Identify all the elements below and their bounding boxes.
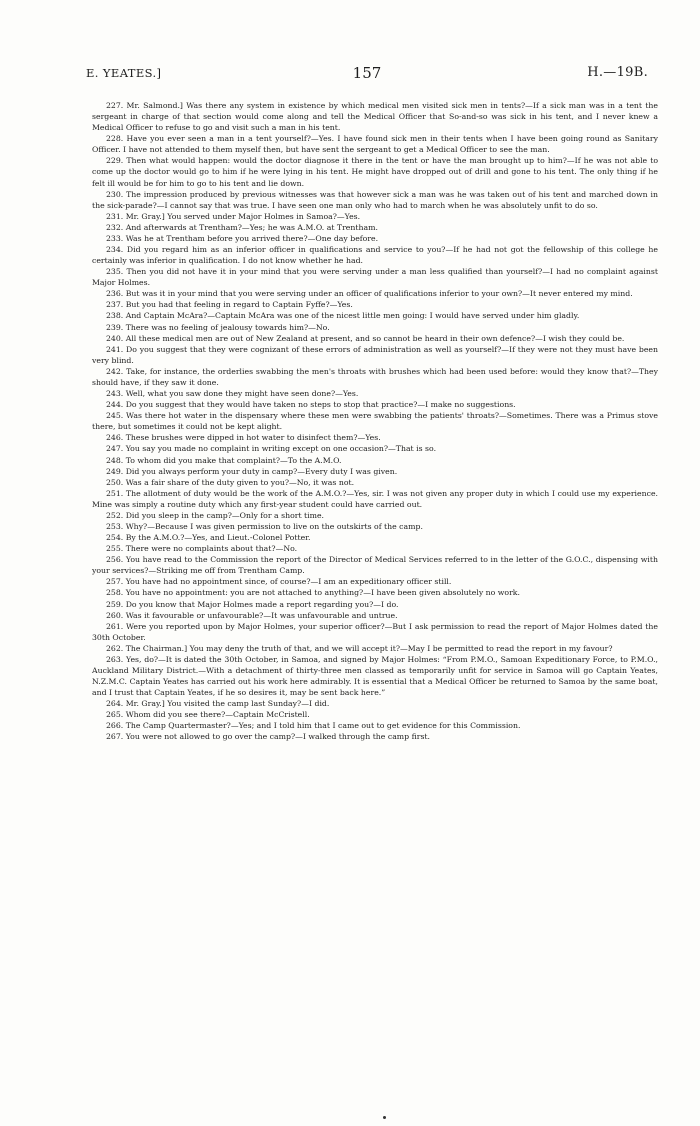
- question-paragraph: 249. Did you always perform your duty in camp?—Every duty I was given.: [106, 466, 398, 476]
- question-paragraph: 237. But you had that feeling in regard to Captain Fyffe?—Yes.: [106, 300, 353, 310]
- question-paragraph: 238. And Captain McAra?—Captain McAra was one of the nicest little men going: I would have served under him gladly.: [106, 311, 580, 321]
- question-paragraph: 231. Mr. Gray.] You served under Major Holmes in Samoa?—Yes.: [106, 211, 361, 221]
- question-paragraph: 232. And afterwards at Trentham?—Yes; he was A.M.O. at Trentham.: [106, 222, 378, 232]
- page-mark: [383, 1116, 386, 1119]
- question-paragraph: 239. There was no feeling of jealousy towards him?—No.: [106, 322, 330, 332]
- question-paragraph: 253. Why?—Because I was given permission to live on the outskirts of the camp.: [106, 521, 423, 531]
- question-paragraph: 256. You have read to the Commission the report of the Director of Medical Services referred to in the letter of the G.O.C., dispensing with your services?—Striking me off from Trentham Camp.: [92, 555, 658, 576]
- question-paragraph: 245. Was there hot water in the dispensary where these men were swabbing the patients' throats?—Sometimes. There was a Primus stove there, but sometimes it could not be kept alight.: [92, 411, 658, 432]
- evidence-text: [92, 100, 658, 743]
- question-paragraph: 247. You say you made no complaint in writing except on one occasion?—That is so.: [106, 444, 437, 454]
- question-paragraph: 241. Do you suggest that they were cognizant of these errors of administration as well as yourself?—If they were not they must have been very blind.: [92, 344, 658, 365]
- witness-running-head: E. YEATES.]: [86, 66, 162, 80]
- question-paragraph: 230. The impression produced by previous witnesses was that however sick a man was he was taken out of his tent and marched down in the sick-parade?—I cannot say that was true. I have seen one man only who had to march when he was absolutely unfit to do so.: [92, 189, 658, 210]
- question-paragraph: 264. Mr. Gray.] You visited the camp last Sunday?—I did.: [106, 699, 330, 709]
- question-paragraph: 259. Do you know that Major Holmes made a report regarding you?—I do.: [106, 599, 399, 609]
- question-paragraph: 262. The Chairman.] You may deny the truth of that, and we will accept it?—May I be permitted to read the report in my favour?: [106, 643, 613, 653]
- question-paragraph: 261. Were you reported upon by Major Holmes, your superior officer?—But I ask permission to read the report of Major Holmes dated the 30th October.: [92, 621, 658, 642]
- question-paragraph: 248. To whom did you make that complaint?—To the A.M.O.: [106, 455, 342, 465]
- question-paragraph: 233. Was he at Trentham before you arrived there?—One day before.: [106, 233, 379, 243]
- question-paragraph: 254. By the A.M.O.?—Yes, and Lieut.-Colonel Potter.: [106, 533, 311, 543]
- question-paragraph: 265. Whom did you see there?—Captain McCristell.: [106, 710, 310, 720]
- question-paragraph: 234. Did you regard him as an inferior officer in qualifications and service to you?—If he had not got the fellowship of this college he certainly was inferior in qualification. I do not know whether he had.: [92, 245, 658, 266]
- question-paragraph: 260. Was it favourable or unfavourable?—It was unfavourable and untrue.: [106, 610, 398, 620]
- question-paragraph: 251. The allotment of duty would be the work of the A.M.O.?—Yes, sir. I was not given any proper duty in which I could use my experience. Mine was simply a routine duty which any first-year student could have carried out.: [92, 488, 658, 509]
- question-paragraph: 227. Mr. Salmond.] Was there any system in existence by which medical men visited sick men in tents?—If a sick man was in a tent the sergeant in charge of that section would come along and tell the Medical Officer that So-and-so was sick in his tent, and I never knew a Medical Officer to refuse to go and visit such a man in his tent.: [92, 101, 658, 133]
- question-paragraph: 240. All these medical men are out of New Zealand at present, and so cannot be heard in their own defence?—I wish they could be.: [106, 333, 625, 343]
- question-paragraph: 244. Do you suggest that they would have taken no steps to stop that practice?—I make no suggestions.: [106, 400, 516, 410]
- question-paragraph: 243. Well, what you saw done they might have seen done?—Yes.: [106, 389, 359, 399]
- question-paragraph: 228. Have you ever seen a man in a tent yourself?—Yes. I have found sick men in their tents when I have been going round as Sanitary Officer. I have not attended to them myself then, but have sent the sergeant to get a Medical Officer to see the man.: [92, 134, 658, 155]
- question-paragraph: 242. Take, for instance, the orderlies swabbing the men's throats with brushes which had been used before: would they know that?—They should have, if they saw it done.: [92, 366, 658, 387]
- question-paragraph: 235. Then you did not have it in your mind that you were serving under a man less qualified than yourself?—I had no complaint against Major Holmes.: [92, 267, 658, 288]
- question-paragraph: 229. Then what would happen: would the doctor diagnose it there in the tent or have the man brought up to him?—If he was not able to come up the doctor would go to him if he were lying in his tent. He might have dropped out of drill and gone to his tent. The only thing if he felt ill would be for him to go to his tent and lie down.: [92, 156, 658, 188]
- question-paragraph: 257. You have had no appointment since, of course?—I am an expeditionary officer still.: [106, 577, 452, 587]
- page-header: [86, 64, 648, 86]
- question-paragraph: 263. Yes, do?—It is dated the 30th October, in Samoa, and signed by Major Holmes: “From P.M.O., Samoan Expeditionary Force, to P.M.O., Auckland Military District.—With a detachment of thirty-three men classed as temporarily unfit for service in Samoa will go Captain Yeates, N.Z.M.C. Captain Yeates has carried out his work here admirably. It is essential that a Medical Officer be returned to Samoa by the same boat, and I trust that Captain Yeates, if he so desires it, may be sent back here.”: [92, 654, 658, 698]
- question-paragraph: 236. But was it in your mind that you were serving under an officer of qualifications inferior to your own?—It never entered my mind.: [106, 289, 633, 299]
- question-paragraph: 266. The Camp Quartermaster?—Yes; and I told him that I came out to get evidence for this Commission.: [106, 721, 521, 731]
- question-paragraph: 255. There were no complaints about that?—No.: [106, 544, 298, 554]
- paper-reference: H.—19B.: [587, 65, 648, 80]
- question-paragraph: 246. These brushes were dipped in hot water to disinfect them?—Yes.: [106, 433, 381, 443]
- question-paragraph: 258. You have no appointment: you are not attached to anything?—I have been given absolutely no work.: [106, 588, 520, 598]
- question-paragraph: 250. Was a fair share of the duty given to you?—No, it was not.: [106, 477, 355, 487]
- question-paragraph: 252. Did you sleep in the camp?—Only for a short time.: [106, 510, 325, 520]
- page-number: 157: [352, 64, 382, 82]
- question-paragraph: 267. You were not allowed to go over the camp?—I walked through the camp first.: [106, 732, 431, 742]
